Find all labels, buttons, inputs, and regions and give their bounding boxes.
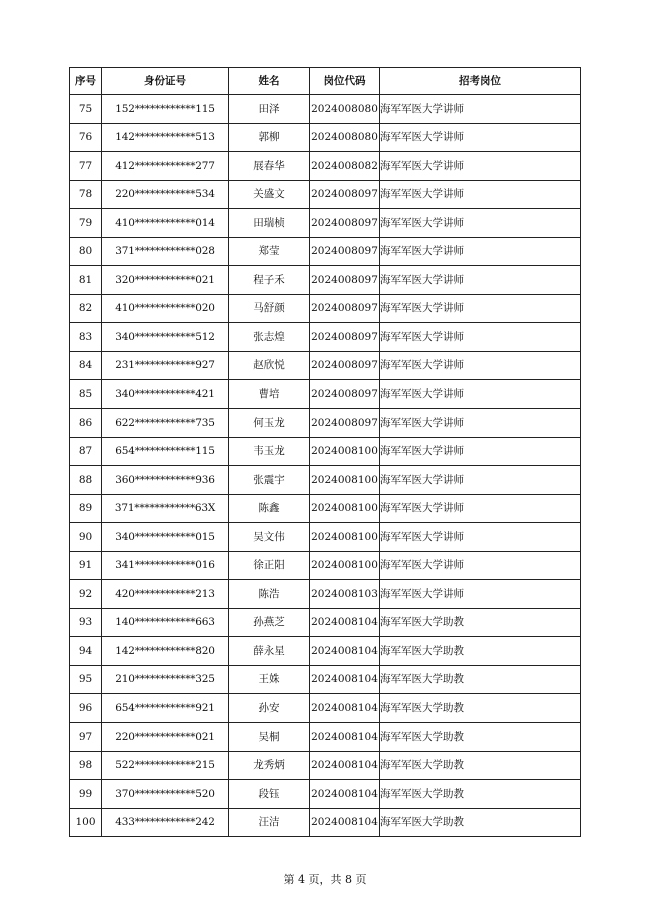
table-row	[70, 608, 581, 637]
cell-post-code: 2024008097	[310, 237, 380, 266]
cell-post-code: 2024008080	[310, 95, 380, 124]
cell-id-number: 340************015	[102, 523, 229, 552]
cell-id-number: 433************242	[102, 808, 229, 837]
cell-seq: 75	[70, 95, 102, 124]
table-row	[70, 380, 581, 409]
header-post-code: 岗位代码	[310, 68, 380, 95]
table-row	[70, 466, 581, 495]
cell-name: 汪洁	[229, 808, 310, 837]
cell-position: 海军军医大学助教	[380, 694, 581, 723]
cell-name: 韦玉龙	[229, 437, 310, 466]
cell-name: 薛永星	[229, 637, 310, 666]
header-id-number: 身份证号	[102, 68, 229, 95]
cell-id-number: 152************115	[102, 95, 229, 124]
cell-id-number: 142************513	[102, 123, 229, 152]
cell-seq: 89	[70, 494, 102, 523]
cell-seq: 81	[70, 266, 102, 295]
cell-post-code: 2024008100	[310, 494, 380, 523]
table-row	[70, 180, 581, 209]
cell-position: 海军军医大学讲师	[380, 209, 581, 238]
cell-position: 海军军医大学讲师	[380, 551, 581, 580]
cell-name: 程子禾	[229, 266, 310, 295]
table-row	[70, 751, 581, 780]
cell-position: 海军军医大学助教	[380, 808, 581, 837]
table-row	[70, 95, 581, 124]
cell-name: 曹培	[229, 380, 310, 409]
cell-id-number: 320************021	[102, 266, 229, 295]
table-row	[70, 637, 581, 666]
cell-id-number: 410************014	[102, 209, 229, 238]
cell-position: 海军军医大学助教	[380, 723, 581, 752]
cell-post-code: 2024008100	[310, 437, 380, 466]
cell-name: 吴文伟	[229, 523, 310, 552]
cell-id-number: 420************213	[102, 580, 229, 609]
cell-name: 田泽	[229, 95, 310, 124]
cell-position: 海军军医大学讲师	[380, 523, 581, 552]
cell-post-code: 2024008104	[310, 608, 380, 637]
cell-seq: 86	[70, 409, 102, 438]
cell-id-number: 410************020	[102, 294, 229, 323]
cell-seq: 98	[70, 751, 102, 780]
cell-position: 海军军医大学讲师	[380, 466, 581, 495]
table-row	[70, 551, 581, 580]
cell-position: 海军军医大学讲师	[380, 123, 581, 152]
candidate-table	[69, 67, 581, 837]
cell-position: 海军军医大学讲师	[380, 180, 581, 209]
header-name: 姓名	[229, 68, 310, 95]
table-body	[70, 95, 581, 837]
cell-post-code: 2024008082	[310, 152, 380, 181]
cell-position: 海军军医大学助教	[380, 665, 581, 694]
cell-post-code: 2024008097	[310, 409, 380, 438]
cell-id-number: 371************63X	[102, 494, 229, 523]
table-row	[70, 494, 581, 523]
cell-position: 海军军医大学讲师	[380, 152, 581, 181]
cell-position: 海军军医大学讲师	[380, 266, 581, 295]
cell-seq: 78	[70, 180, 102, 209]
cell-post-code: 2024008097	[310, 323, 380, 352]
cell-position: 海军军医大学讲师	[380, 351, 581, 380]
cell-post-code: 2024008100	[310, 551, 380, 580]
cell-id-number: 140************663	[102, 608, 229, 637]
cell-position: 海军军医大学讲师	[380, 437, 581, 466]
cell-seq: 93	[70, 608, 102, 637]
table-row	[70, 237, 581, 266]
header-position: 招考岗位	[380, 68, 581, 95]
cell-name: 张志煌	[229, 323, 310, 352]
cell-id-number: 654************921	[102, 694, 229, 723]
cell-post-code: 2024008097	[310, 351, 380, 380]
cell-seq: 77	[70, 152, 102, 181]
cell-seq: 76	[70, 123, 102, 152]
cell-post-code: 2024008100	[310, 466, 380, 495]
cell-post-code: 2024008097	[310, 180, 380, 209]
cell-seq: 79	[70, 209, 102, 238]
cell-id-number: 360************936	[102, 466, 229, 495]
cell-name: 龙秀炳	[229, 751, 310, 780]
cell-position: 海军军医大学讲师	[380, 294, 581, 323]
cell-seq: 91	[70, 551, 102, 580]
cell-seq: 94	[70, 637, 102, 666]
cell-name: 段钰	[229, 780, 310, 809]
cell-name: 何玉龙	[229, 409, 310, 438]
cell-id-number: 370************520	[102, 780, 229, 809]
cell-post-code: 2024008080	[310, 123, 380, 152]
cell-post-code: 2024008104	[310, 665, 380, 694]
cell-seq: 85	[70, 380, 102, 409]
cell-id-number: 220************534	[102, 180, 229, 209]
cell-post-code: 2024008104	[310, 808, 380, 837]
cell-id-number: 622************735	[102, 409, 229, 438]
table-row	[70, 437, 581, 466]
cell-seq: 96	[70, 694, 102, 723]
cell-position: 海军军医大学讲师	[380, 237, 581, 266]
cell-name: 展春华	[229, 152, 310, 181]
cell-position: 海军军医大学助教	[380, 751, 581, 780]
cell-name: 徐正阳	[229, 551, 310, 580]
cell-seq: 80	[70, 237, 102, 266]
cell-id-number: 210************325	[102, 665, 229, 694]
cell-seq: 88	[70, 466, 102, 495]
cell-position: 海军军医大学讲师	[380, 323, 581, 352]
cell-name: 张震宇	[229, 466, 310, 495]
cell-seq: 97	[70, 723, 102, 752]
cell-name: 赵欣悦	[229, 351, 310, 380]
cell-name: 陈浩	[229, 580, 310, 609]
cell-name: 吴桐	[229, 723, 310, 752]
cell-id-number: 340************421	[102, 380, 229, 409]
table-row	[70, 294, 581, 323]
table-header-row	[70, 68, 581, 95]
cell-name: 关盛文	[229, 180, 310, 209]
cell-post-code: 2024008104	[310, 751, 380, 780]
cell-name: 王姝	[229, 665, 310, 694]
table-row	[70, 665, 581, 694]
cell-position: 海军军医大学助教	[380, 608, 581, 637]
table-row	[70, 523, 581, 552]
cell-name: 孙安	[229, 694, 310, 723]
cell-position: 海军军医大学讲师	[380, 494, 581, 523]
cell-post-code: 2024008097	[310, 266, 380, 295]
cell-seq: 82	[70, 294, 102, 323]
cell-name: 田瑞桢	[229, 209, 310, 238]
cell-position: 海军军医大学讲师	[380, 95, 581, 124]
cell-id-number: 341************016	[102, 551, 229, 580]
cell-name: 郑莹	[229, 237, 310, 266]
cell-name: 郭柳	[229, 123, 310, 152]
cell-name: 马舒颜	[229, 294, 310, 323]
table-row	[70, 152, 581, 181]
cell-position: 海军军医大学助教	[380, 637, 581, 666]
cell-name: 陈鑫	[229, 494, 310, 523]
cell-seq: 84	[70, 351, 102, 380]
cell-id-number: 412************277	[102, 152, 229, 181]
cell-post-code: 2024008100	[310, 523, 380, 552]
cell-id-number: 371************028	[102, 237, 229, 266]
cell-post-code: 2024008104	[310, 780, 380, 809]
cell-seq: 95	[70, 665, 102, 694]
cell-post-code: 2024008104	[310, 694, 380, 723]
table-row	[70, 694, 581, 723]
table-row	[70, 323, 581, 352]
cell-post-code: 2024008103	[310, 580, 380, 609]
cell-seq: 90	[70, 523, 102, 552]
cell-seq: 100	[70, 808, 102, 837]
table-row	[70, 351, 581, 380]
table-row	[70, 723, 581, 752]
cell-name: 孙燕芝	[229, 608, 310, 637]
cell-id-number: 654************115	[102, 437, 229, 466]
cell-post-code: 2024008097	[310, 294, 380, 323]
table-row	[70, 266, 581, 295]
cell-position: 海军军医大学讲师	[380, 409, 581, 438]
table-row	[70, 808, 581, 837]
table-row	[70, 123, 581, 152]
cell-position: 海军军医大学助教	[380, 780, 581, 809]
cell-id-number: 522************215	[102, 751, 229, 780]
table-row	[70, 580, 581, 609]
cell-seq: 99	[70, 780, 102, 809]
cell-seq: 92	[70, 580, 102, 609]
table-row	[70, 780, 581, 809]
cell-post-code: 2024008097	[310, 209, 380, 238]
cell-id-number: 220************021	[102, 723, 229, 752]
header-seq: 序号	[70, 68, 102, 95]
cell-id-number: 231************927	[102, 351, 229, 380]
table-row	[70, 209, 581, 238]
cell-id-number: 142************820	[102, 637, 229, 666]
cell-post-code: 2024008097	[310, 380, 380, 409]
cell-post-code: 2024008104	[310, 723, 380, 752]
page-indicator: 第 4 页，共 8 页	[283, 873, 367, 886]
cell-seq: 83	[70, 323, 102, 352]
cell-position: 海军军医大学讲师	[380, 380, 581, 409]
cell-position: 海军军医大学讲师	[380, 580, 581, 609]
cell-seq: 87	[70, 437, 102, 466]
cell-id-number: 340************512	[102, 323, 229, 352]
table-row	[70, 409, 581, 438]
cell-post-code: 2024008104	[310, 637, 380, 666]
